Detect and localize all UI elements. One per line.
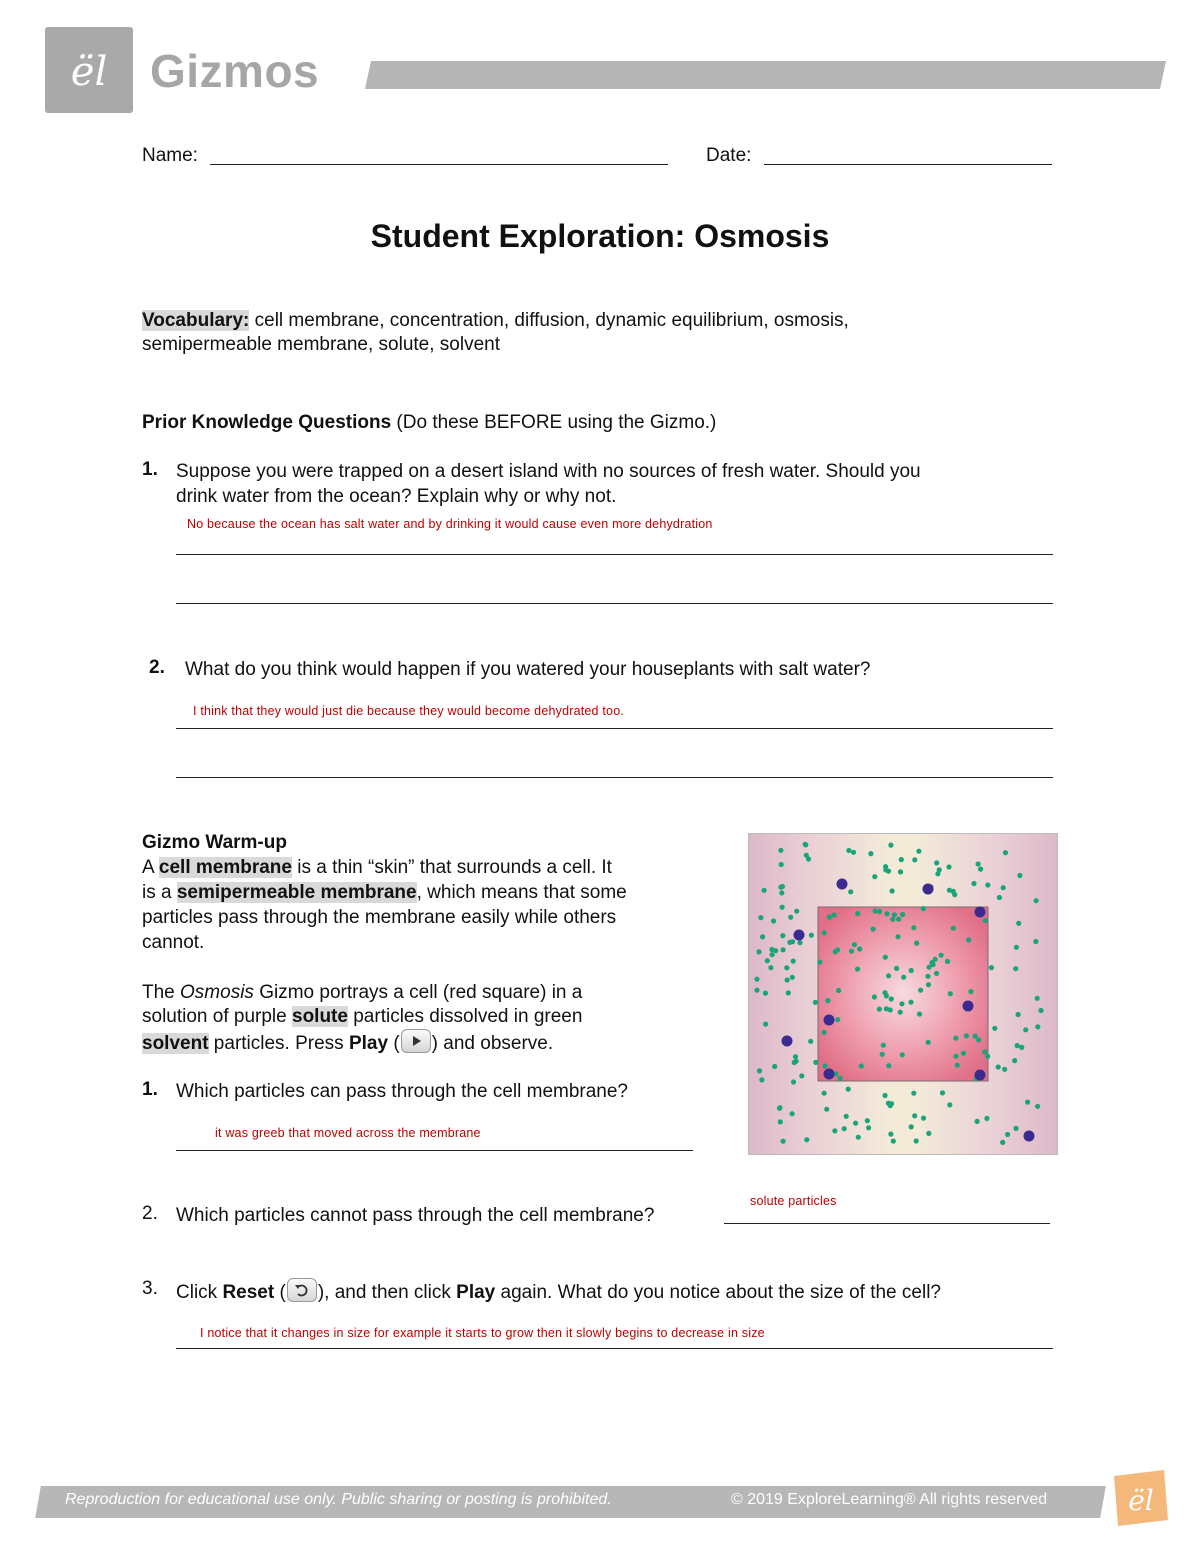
solvent-particle [846,848,851,853]
solvent-particle [989,965,994,970]
solvent-particle [790,1111,795,1116]
solvent-particle [895,934,900,939]
simulation-svg [749,834,1057,1154]
solvent-particle [1034,898,1039,903]
solute-particle [963,1001,974,1012]
solvent-particle [855,967,860,972]
solvent-particle [791,959,796,964]
solvent-particle [934,860,939,865]
solvent-particle [1016,1012,1021,1017]
solvent-particle [925,974,930,979]
solvent-particle [935,871,940,876]
solvent-particle [768,965,773,970]
solvent-particle [911,1091,916,1096]
solvent-particle [1000,1140,1005,1145]
solvent-particle [1013,966,1018,971]
solvent-particle [822,1030,827,1035]
prior-q1-line1: Suppose you were trapped on a desert island with no sources of fresh water. Should you [176,461,921,482]
solvent-particle [1035,1104,1040,1109]
answer-line [724,1223,1050,1224]
solvent-particle [852,942,857,947]
solvent-particle [804,1137,809,1142]
solvent-particle [794,1059,799,1064]
warmup-q3-text [176,1278,941,1305]
text-span: again. What do you notice about the size of the cell? [495,1282,941,1303]
solvent-particle [921,906,926,911]
solvent-particle [971,881,976,886]
footer-notice: Reproduction for educational use only. Public sharing or posting is prohibited. [65,1491,612,1508]
text-span: particles dissolved in green [347,1006,583,1027]
answer-line [176,728,1053,729]
solvent-particle [779,862,784,867]
solvent-particle [781,947,786,952]
solvent-particle [912,857,917,862]
date-field[interactable] [764,164,1052,165]
warmup-p1-line4: cannot. [142,932,205,953]
warmup-heading: Gizmo Warm-up [142,832,287,853]
term-solvent: solvent [142,1033,209,1054]
text-span: ( [388,1033,400,1054]
solvent-particle [787,940,792,945]
explorelearning-logo-icon [1108,1466,1172,1530]
solvent-particle [914,941,919,946]
solvent-particle [946,864,951,869]
solvent-particle [882,990,887,995]
solvent-particle [951,926,956,931]
prior-q1-answer[interactable]: No because the ocean has salt water and by drinking it would cause even more dehydration [187,517,713,531]
header-bar [365,61,1166,89]
solvent-particle [778,885,783,890]
solvent-particle [791,1079,796,1084]
solvent-particle [778,1119,783,1124]
solvent-particle [886,973,891,978]
solvent-particle [1023,1027,1028,1032]
solvent-particle [926,982,931,987]
solvent-particle [909,1124,914,1129]
solvent-particle [769,947,774,952]
text-span: ) and observe. [431,1033,554,1054]
solvent-particle [877,909,882,914]
solvent-particle [978,867,983,872]
solvent-particle [916,849,921,854]
solvent-particle [849,949,854,954]
solvent-particle [797,940,802,945]
logo-glyph: ël [70,49,108,95]
solvent-particle [848,889,853,894]
prior-q2-answer[interactable]: I think that they would just die because they would become dehydrated too. [193,704,625,718]
solvent-particle [926,1040,931,1045]
solvent-particle [813,1000,818,1005]
solute-particle [782,1036,793,1047]
solvent-particle [883,955,888,960]
solvent-particle [1014,945,1019,950]
warmup-q1-answer[interactable]: it was greeb that moved across the membrane [215,1126,481,1140]
page-title: Student Exploration: Osmosis [370,218,830,254]
solvent-particle [780,933,785,938]
solvent-particle [884,1006,889,1011]
answer-line [176,777,1053,778]
solvent-particle [883,867,888,872]
text-span: The [142,982,181,1003]
solvent-particle [799,1073,804,1078]
solvent-particle [992,1026,997,1031]
solvent-particle [945,959,950,964]
solvent-particle [889,996,894,1001]
text-span: ( [274,1282,286,1303]
solvent-particle [866,1125,871,1130]
warmup-p2-line1 [142,980,582,1005]
solvent-particle [975,1119,980,1124]
name-label: Name: [142,145,198,166]
solvent-particle [939,953,944,958]
solvent-particle [1016,921,1021,926]
solute-particle [923,884,934,895]
solvent-particle [790,975,795,980]
warmup-q2-number: 2. [142,1203,158,1224]
solvent-particle [1003,850,1008,855]
warmup-q1-text: Which particles can pass through the cell membrane? [176,1081,629,1102]
solvent-particle [781,1139,786,1144]
text-span: Click [176,1282,223,1303]
reset-label: Reset [222,1282,275,1303]
solvent-particle [934,971,939,976]
solvent-particle [853,1121,858,1126]
solvent-particle [911,925,916,930]
solvent-particle [968,989,973,994]
solvent-particle [912,1113,917,1118]
solvent-particle [813,1060,818,1065]
solvent-particle [859,1063,864,1068]
solvent-particle [914,1138,919,1143]
solvent-particle [1035,996,1040,1001]
solvent-particle [898,869,903,874]
solvent-particle [900,1052,905,1057]
solvent-particle [794,909,799,914]
solvent-particle [772,1064,777,1069]
solvent-particle [763,991,768,996]
solvent-particle [855,911,860,916]
solvent-particle [824,1107,829,1112]
osmosis-simulation-image [748,833,1058,1155]
solvent-particle [877,1007,882,1012]
solvent-particle [765,958,770,963]
vocabulary-label: Vocabulary: [142,310,250,331]
solvent-particle [788,915,793,920]
solvent-particle [961,1051,966,1056]
solvent-particle [1017,873,1022,878]
solvent-particle [822,930,827,935]
solvent-particle [889,1101,894,1106]
solvent-particle [803,842,808,847]
solvent-particle [953,1036,958,1041]
solvent-particle [1013,1126,1018,1131]
solvent-particle [1035,1024,1040,1029]
solvent-particle [836,988,841,993]
solvent-particle [1012,1058,1017,1063]
warmup-q2-answer[interactable]: solute particles [750,1194,837,1208]
text-span: A [142,857,159,878]
solvent-particle [817,960,822,965]
solvent-particle [809,933,814,938]
gizmos-logo-icon [45,27,133,113]
solvent-particle [778,848,783,853]
term-solute: solute [292,1006,348,1027]
date-label: Date: [706,145,752,166]
solvent-particle [822,1091,827,1096]
solvent-particle [851,850,856,855]
solvent-particle [804,853,809,858]
solvent-particle [872,874,877,879]
solvent-particle [872,994,877,999]
warmup-p2-line2 [142,1004,582,1029]
prior-knowledge-heading [142,410,716,435]
solvent-particle [832,1128,837,1133]
answer-line [176,554,1053,555]
solvent-particle [890,888,895,893]
prior-q1-number: 1. [142,459,158,480]
answer-line [176,1150,693,1151]
solvent-particle [838,1076,843,1081]
solvent-particle [763,1022,768,1027]
solvent-particle [760,934,765,939]
solvent-particle [886,1063,891,1068]
vocabulary-line2: semipermeable membrane, solute, solvent [142,334,501,355]
answer-line [176,1348,1053,1349]
prior-subheading: (Do these BEFORE using the Gizmo.) [391,412,717,433]
solvent-particle [926,1131,931,1136]
solvent-particle [984,1116,989,1121]
solvent-particle [1033,939,1038,944]
solvent-particle [844,1114,849,1119]
prior-q2-number: 2. [149,657,165,678]
warmup-p2-line3 [142,1029,553,1056]
solvent-particle [868,851,873,856]
solute-particle [824,1015,835,1026]
solvent-particle [892,912,897,917]
solvent-particle [1015,1043,1020,1048]
solvent-particle [770,952,775,957]
solute-particle [794,930,805,941]
prior-q1-line2: drink water from the ocean? Explain why or why not. [176,486,617,507]
solvent-particle [899,1001,904,1006]
solvent-particle [1005,1132,1010,1137]
text-span: solution of purple [142,1006,292,1027]
solvent-particle [762,888,767,893]
solvent-particle [918,988,923,993]
solvent-particle [885,911,890,916]
solvent-particle [793,1054,798,1059]
solvent-particle [982,1049,987,1054]
solvent-particle [966,937,971,942]
solvent-particle [784,965,789,970]
solvent-particle [973,1034,978,1039]
solvent-particle [757,1068,762,1073]
solvent-particle [842,1126,847,1131]
text-span: , which means that some [416,882,627,903]
solvent-particle [1002,1067,1007,1072]
solvent-particle [917,1012,922,1017]
term-cell-membrane: cell membrane [158,857,292,878]
solvent-particle [881,1043,886,1048]
solvent-particle [1019,1045,1024,1050]
text-span: particles. Press [208,1033,349,1054]
text-span: is a [142,882,177,903]
solvent-particle [880,1052,885,1057]
solvent-particle [948,991,953,996]
solvent-particle [985,882,990,887]
solvent-particle [888,843,893,848]
solvent-particle [756,949,761,954]
solvent-particle [899,857,904,862]
solvent-particle [894,966,899,971]
prior-q2-text: What do you think would happen if you watered your houseplants with salt water? [185,659,871,680]
solvent-particle [822,1063,827,1068]
solvent-particle [825,998,830,1003]
solvent-particle [953,1054,958,1059]
solvent-particle [777,1106,782,1111]
solvent-particle [865,1118,870,1123]
solvent-particle [976,861,981,866]
solvent-particle [947,1102,952,1107]
warmup-p1-line2 [142,880,627,905]
solvent-particle [754,988,759,993]
solvent-particle [947,888,952,893]
solvent-particle [901,975,906,980]
solvent-particle [871,927,876,932]
warmup-q2-text: Which particles cannot pass through the cell membrane? [176,1205,655,1226]
solvent-particle [827,915,832,920]
solvent-particle [808,1039,813,1044]
solvent-particle [835,1017,840,1022]
warmup-p1-line3: particles pass through the membrane easily while others [142,907,617,928]
solvent-particle [1025,1100,1030,1105]
solvent-particle [888,1132,893,1137]
solvent-particle [900,912,905,917]
text-span: ), and then click [317,1282,457,1303]
solvent-particle [952,892,957,897]
solvent-particle [909,968,914,973]
svg-text:ël: ël [1128,1484,1154,1517]
solvent-particle [759,1077,764,1082]
solvent-particle [996,1064,1001,1069]
play-label: Play [456,1282,496,1303]
vocabulary-line1 [142,308,849,333]
solvent-particle [921,1116,926,1121]
term-semipermeable-membrane: semipermeable membrane [176,882,417,903]
solvent-particle [896,917,901,922]
solvent-particle [779,890,784,895]
solvent-particle [997,895,1002,900]
solute-particle [975,1070,986,1081]
play-label: Play [348,1033,389,1054]
solvent-particle [771,918,776,923]
solvent-particle [754,977,759,982]
reset-button-icon[interactable] [287,1278,317,1302]
warmup-q1-number: 1. [142,1079,158,1100]
solvent-particle [835,947,840,952]
warmup-q3-number: 3. [142,1278,158,1299]
solvent-particle [890,917,895,922]
prior-heading-bold: Prior Knowledge Questions [142,412,392,433]
solvent-particle [983,918,988,923]
solvent-particle [940,1090,945,1095]
solvent-particle [857,946,862,951]
solvent-particle [908,1000,913,1005]
warmup-q3-answer[interactable]: I notice that it changes in size for example it starts to grow then it slowly begins to decrease in size [200,1326,765,1340]
solvent-particle [964,1033,969,1038]
text-span: is a thin “skin” that surrounds a cell. It [291,857,612,878]
solvent-particle [758,915,763,920]
play-button-icon[interactable] [401,1029,431,1053]
gizmo-name: Osmosis [180,982,254,1003]
solvent-particle [933,957,938,962]
solvent-particle [985,1054,990,1059]
solvent-particle [1001,885,1006,890]
warmup-p1-line1 [142,855,612,880]
solute-particle [837,879,848,890]
solute-particle [824,1069,835,1080]
brand-name: Gizmos [150,45,320,97]
answer-line [176,603,1053,604]
solvent-particle [1038,1008,1043,1013]
solvent-particle [955,1063,960,1068]
solvent-particle [883,1093,888,1098]
solvent-particle [846,1087,851,1092]
text-span: Gizmo portrays a cell (red square) in a [253,982,583,1003]
name-field[interactable] [210,164,668,165]
vocabulary-terms: cell membrane, concentration, diffusion, dynamic equilibrium, osmosis, [249,310,849,331]
footer-copyright: © 2019 ExploreLearning® All rights reserved [731,1491,1048,1508]
solvent-particle [786,990,791,995]
solvent-particle [785,977,790,982]
solvent-particle [832,912,837,917]
solute-particle [975,907,986,918]
solute-particle [1024,1131,1035,1142]
solvent-particle [856,1135,861,1140]
solvent-particle [780,905,785,910]
solvent-particle [898,1010,903,1015]
solvent-particle [891,1139,896,1144]
